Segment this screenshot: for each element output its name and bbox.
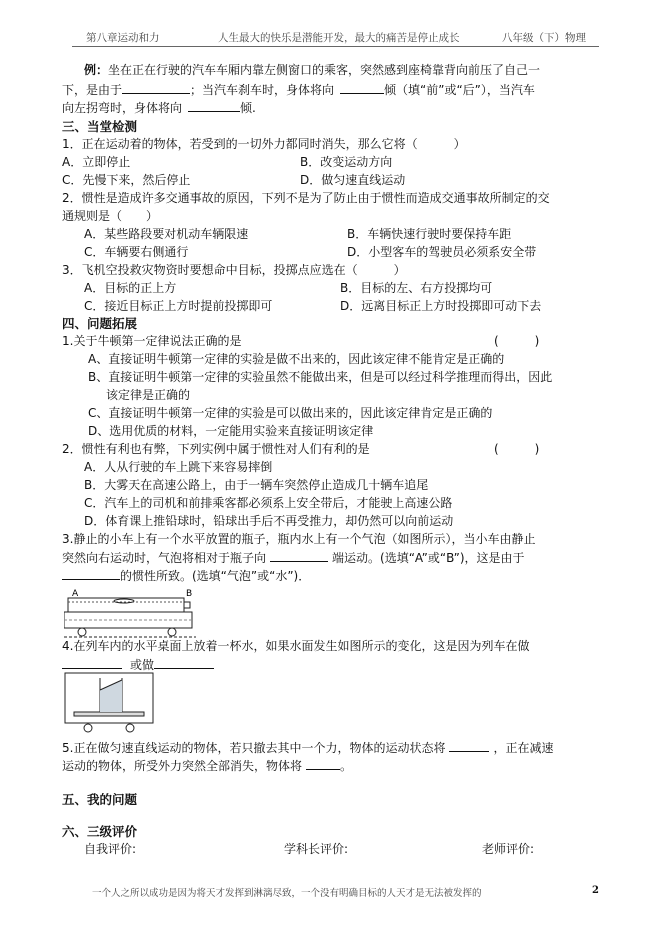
figure-label-b: B <box>186 589 193 599</box>
s4-q5-text-d: 。 <box>340 759 353 773</box>
answer-blank[interactable] <box>188 99 240 112</box>
s4-q5-text-c: 运动的物体，所受外力突然全部消失，物体将 <box>62 759 303 773</box>
example-text-3b: 倾. <box>240 101 256 115</box>
example-line-1 <box>84 62 540 79</box>
answer-blank[interactable] <box>122 81 190 94</box>
s4-q2-answer-paren[interactable]: ( ) <box>494 442 540 456</box>
example-text-2c: 倾（填“前”或“后”），当汽车 <box>384 83 535 97</box>
example-text-2a: 下，是由于 <box>62 83 123 97</box>
s3-q2-option-a[interactable]: A．某些路段要对机动车辆限速 <box>84 227 249 241</box>
bottle-outline <box>68 598 184 612</box>
s4-q1-option-a[interactable]: A、直接证明牛顿第一定律的实验是做不出来的，因此该定律不能肯定是正确的 <box>88 352 505 366</box>
s4-q2-option-d[interactable]: D．体育课上推铅球时，铅球出手后不再受推力，却仍然可以向前运动 <box>84 514 454 528</box>
header-motto: 人生最大的快乐是潜能开发，最大的痛苦是停止成长 <box>218 32 460 44</box>
s3-q2-option-c[interactable]: C．车辆要右侧通行 <box>84 245 189 259</box>
section-6-title: 六、三级评价 <box>62 824 138 839</box>
s4-q5-text-a: 5.正在做匀速直线运动的物体，若只撤去其中一个力，物体的运动状态将 <box>62 741 446 755</box>
s4-q5-line-2 <box>62 757 352 775</box>
leader-evaluation-label: 学科长评价: <box>284 842 349 856</box>
s3-q3-option-b[interactable]: B．目标的左、右方投掷均可 <box>340 281 493 295</box>
header-grade: 八年级（下）物理 <box>502 32 586 44</box>
s4-q1-option-d[interactable]: D、选用优质的材料，一定能用实验来直接证明该定律 <box>88 424 374 438</box>
s3-q1-option-c[interactable]: C．先慢下来，然后停止 <box>62 173 191 187</box>
bottle-neck <box>184 602 190 608</box>
s3-q3-option-c[interactable]: C．接近目标正上方时提前投掷即可 <box>84 299 273 313</box>
answer-blank[interactable] <box>62 656 122 669</box>
s4-q3-text-b: 端运动。(选填“A”或“B”)，这是由于 <box>332 551 525 565</box>
s4-q1-option-b-cont: 该定律是正确的 <box>106 388 191 402</box>
example-text-1: 坐在正在行驶的汽车车厢内靠左侧窗口的乘客，突然感到座椅靠背向前压了自己一 <box>108 63 541 77</box>
s4-q5-text-b: ，正在减速 <box>493 741 554 755</box>
s4-q1-option-b[interactable]: B、直接证明牛顿第一定律的实验虽然不能做出来，但是可以经过科学推理而得出，因此 <box>88 370 553 384</box>
train-wheel <box>84 724 92 732</box>
answer-blank[interactable] <box>340 81 384 94</box>
example-line-3 <box>62 99 256 117</box>
answer-blank[interactable] <box>62 567 120 580</box>
s4-q5-line-1 <box>62 739 553 757</box>
s4-q1: 1.关于牛顿第一定律说法正确的是 <box>62 334 242 348</box>
answer-blank[interactable] <box>270 549 328 562</box>
train-cup-figure <box>64 672 156 734</box>
answer-blank[interactable] <box>154 656 214 669</box>
answer-blank[interactable] <box>449 739 489 752</box>
page-header <box>72 28 599 47</box>
s4-q4-line-1: 4.在列车内的水平桌面上放着一杯水，如果水面发生如图所示的变化，这是因为列车在做 <box>62 639 530 653</box>
footer-motto: 一个人之所以成功是因为将天才发挥到淋漓尽致，一个没有明确目标的人天才是无法被发挥的 <box>92 888 482 899</box>
figure-label-a: A <box>72 589 79 599</box>
s3-q2-line-1: 2．惯性是造成许多交通事故的原因，下列不是为了防止由于惯性而造成交通事故所制定的交 <box>62 191 550 205</box>
s4-q2: 2．惯性有利也有弊，下列实例中属于惯性对人们有利的是 <box>62 442 370 456</box>
example-line-2 <box>62 81 535 99</box>
section-4-title: 四、问题拓展 <box>62 316 138 331</box>
cart-wheel <box>168 628 176 636</box>
s3-q1-option-a[interactable]: A．立即停止 <box>62 155 131 169</box>
s3-q1: 1．正在运动着的物体，若受到的一切外力都同时消失，那么它将（ ） <box>62 137 466 151</box>
s4-q3-line-2 <box>62 549 525 567</box>
s4-q3-line-1: 3.静止的小车上有一个水平放置的瓶子，瓶内水上有一个气泡（如图所示），当小车由静止 <box>62 532 536 546</box>
section-3-title: 三、当堂检测 <box>62 119 138 134</box>
s4-q1-option-c[interactable]: C、直接证明牛顿第一定律的实验是可以做出来的，因此该定律肯定是正确的 <box>88 406 493 420</box>
s3-q3-option-d[interactable]: D．远离目标正上方时投掷即可动下去 <box>340 299 542 313</box>
cart-bottle-figure <box>64 584 196 640</box>
s3-q2-line-2: 通规则是（ ） <box>62 209 159 223</box>
s4-q3-text-a: 突然向右运动时，气泡将相对于瓶子向 <box>62 551 267 565</box>
s4-q3-line-3 <box>62 567 310 585</box>
s3-q2-option-b[interactable]: B．车辆快速行驶时要保持车距 <box>347 227 512 241</box>
s4-q3-text-c: 的惯性所致。(选填“气泡”或“水”)． <box>120 569 311 583</box>
s4-q2-option-a[interactable]: A．人从行驶的车上跳下来容易摔倒 <box>84 460 273 474</box>
page-number: 2 <box>592 885 599 896</box>
train-wheel <box>126 724 134 732</box>
s4-q1-answer-paren[interactable]: ( ) <box>494 334 540 348</box>
s4-q4-text: 或做 <box>130 658 155 672</box>
self-evaluation-label: 自我评价: <box>84 842 137 856</box>
s4-q2-option-b[interactable]: B．大雾天在高速公路上，由于一辆车突然停止造成几十辆车追尾 <box>84 478 429 492</box>
example-text-3a: 向左拐弯时，身体将向 <box>62 101 183 115</box>
s4-q2-option-c[interactable]: C．汽车上的司机和前排乘客都必须系上安全带后，才能驶上高速公路 <box>84 496 453 510</box>
s3-q2-option-d[interactable]: D．小型客车的驾驶员必须系安全带 <box>347 245 537 259</box>
example-text-2b: ；当汽车刹车时，身体将向 <box>190 83 335 97</box>
s3-q1-option-b[interactable]: B．改变运动方向 <box>300 155 393 169</box>
s3-q1-option-d[interactable]: D．做匀速直线运动 <box>300 173 406 187</box>
cart-body <box>64 612 192 628</box>
example-label: 例： <box>84 63 109 77</box>
teacher-evaluation-label: 老师评价: <box>482 842 535 856</box>
s3-q3: 3．飞机空投救灾物资时要想命中目标，投掷点应选在（ ） <box>62 263 406 277</box>
s3-q3-option-a[interactable]: A．目标的正上方 <box>84 281 177 295</box>
header-chapter: 第八章运动和力 <box>86 32 160 44</box>
cart-wheel <box>78 628 86 636</box>
section-5-title: 五、我的问题 <box>62 792 138 807</box>
answer-blank[interactable] <box>306 757 340 770</box>
table-top <box>74 712 144 716</box>
